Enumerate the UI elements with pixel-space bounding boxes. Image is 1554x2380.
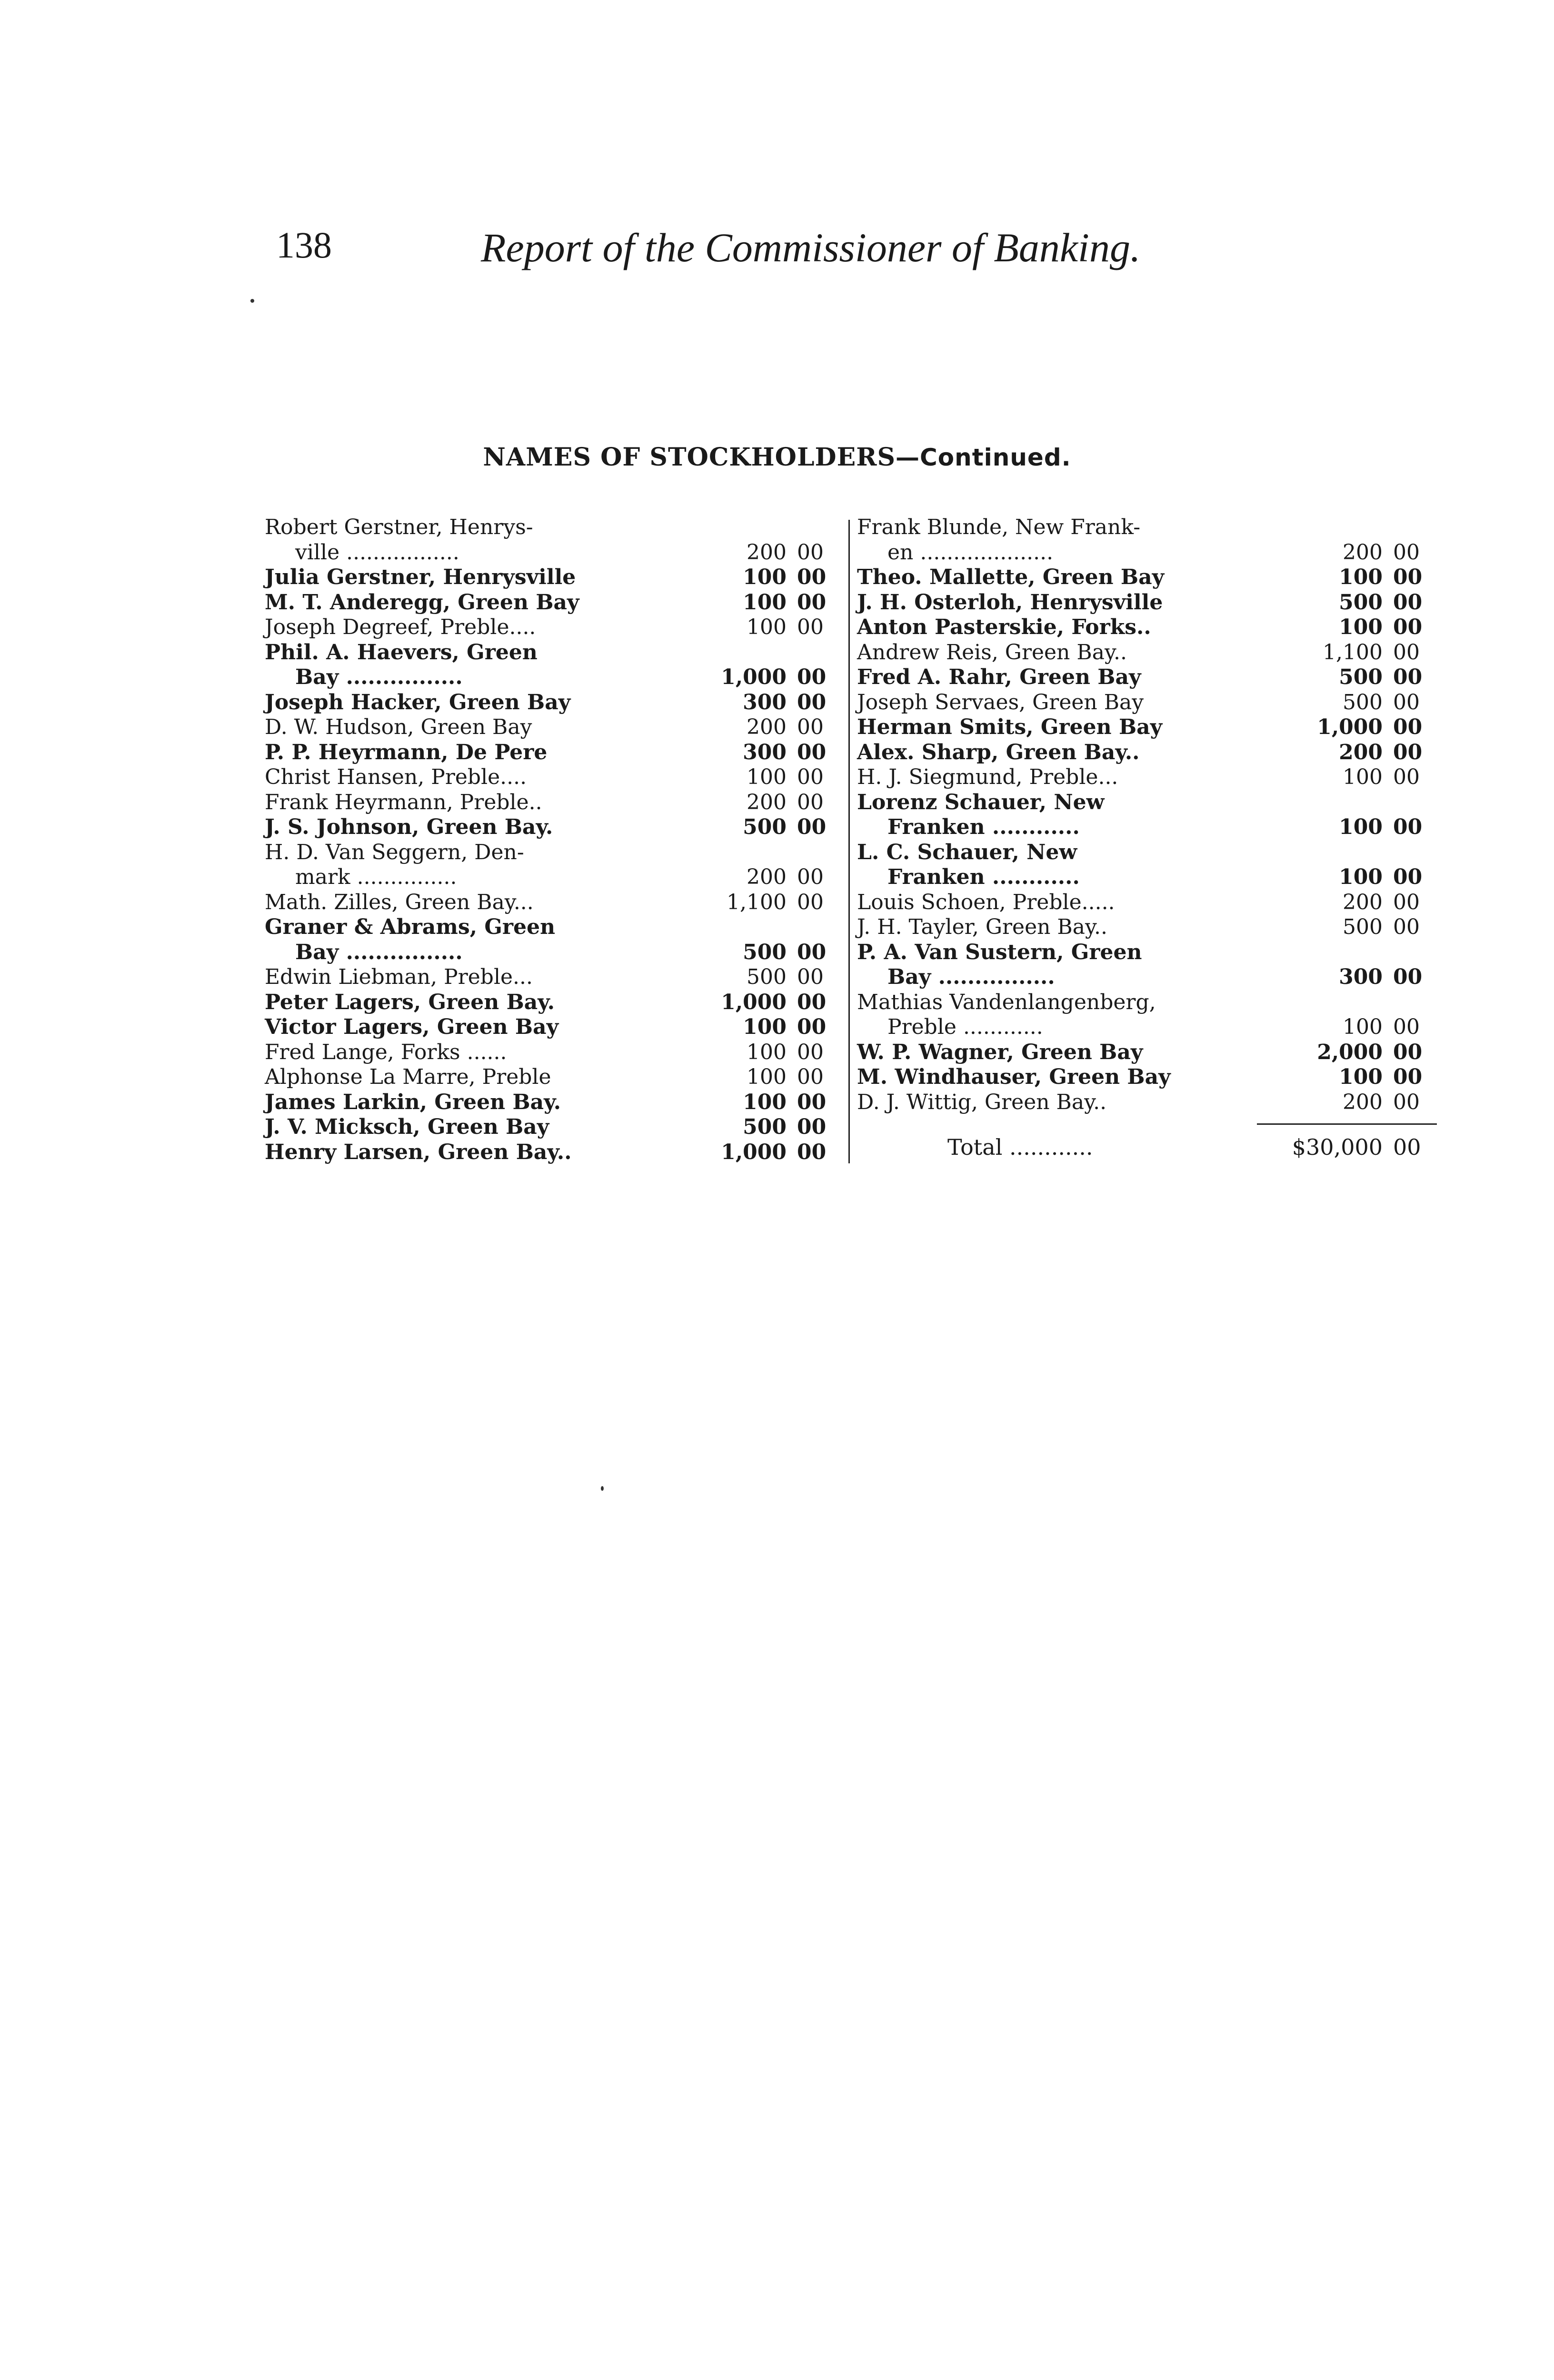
stockholder-name-line: Henry Larsen, Green Bay.. <box>265 1140 572 1164</box>
share-cents: 00 <box>1393 815 1423 839</box>
stockholder-name <box>265 915 683 965</box>
stockholder-row <box>265 1090 841 1115</box>
share-cents: 00 <box>1393 565 1423 589</box>
share-cents: 00 <box>1393 1040 1423 1064</box>
stockholder-name-line: Christ Hansen, Preble.... <box>265 765 527 789</box>
stockholder-row <box>857 590 1437 615</box>
share-cents: 00 <box>797 615 824 639</box>
stockholder-row <box>265 740 841 765</box>
stockholder-name <box>857 740 1279 765</box>
share-amount: 1,100 <box>1323 640 1383 664</box>
stockholder-name-line: Franken ............ <box>887 815 1080 839</box>
share-cents: 00 <box>1393 540 1420 565</box>
share-amount: 500 <box>743 815 787 839</box>
share-amount: 100 <box>743 1090 787 1114</box>
share-amount: 100 <box>1339 565 1383 589</box>
stockholder-name <box>857 665 1279 690</box>
stockholder-name-line: H. D. Van Seggern, Den- <box>265 840 524 864</box>
share-amount: 100 <box>743 565 787 589</box>
share-amount: 2,000 <box>1317 1040 1383 1064</box>
stockholder-name <box>265 890 683 915</box>
share-cents: 00 <box>797 690 827 714</box>
stockholder-name <box>857 690 1279 715</box>
stockholder-name-line: Bay ................ <box>887 965 1055 989</box>
stockholder-name-line: Graner & Abrams, Green <box>265 915 556 939</box>
share-amount: 500 <box>1339 590 1383 615</box>
share-amount: 300 <box>743 740 787 764</box>
stockholder-name-line: Edwin Liebman, Preble... <box>265 965 533 989</box>
stockholder-row <box>857 1065 1437 1090</box>
stockholder-row <box>265 515 841 565</box>
stockholder-name <box>857 1065 1279 1090</box>
stockholder-row <box>857 940 1437 990</box>
share-amount: 100 <box>747 615 787 639</box>
share-amount: 100 <box>747 1040 787 1064</box>
share-cents: 00 <box>797 890 824 914</box>
stockholder-name <box>857 940 1279 990</box>
stockholder-name <box>265 1065 683 1090</box>
share-amount: 100 <box>1339 815 1383 839</box>
stockholder-row <box>857 765 1437 790</box>
share-amount: 300 <box>743 690 787 714</box>
share-cents: 00 <box>797 965 824 989</box>
share-amount: 500 <box>1339 665 1383 689</box>
stockholder-row <box>265 790 841 815</box>
share-amount: 100 <box>1339 1065 1383 1089</box>
share-cents: 00 <box>797 940 827 964</box>
stockholder-row <box>265 915 841 965</box>
share-cents: 00 <box>1393 1090 1420 1114</box>
share-cents: 00 <box>1393 965 1423 989</box>
share-amount: 200 <box>747 540 787 565</box>
stockholder-name <box>265 815 683 840</box>
stockholders-right-column <box>857 515 1437 1115</box>
stockholder-name-line: J. H. Tayler, Green Bay.. <box>857 915 1107 939</box>
share-amount: 100 <box>1339 865 1383 889</box>
stockholder-name <box>265 590 683 615</box>
stockholder-name-line: Julia Gerstner, Henrysville <box>265 565 576 589</box>
stockholder-name-line: J. H. Osterloh, Henrysville <box>857 590 1163 615</box>
speck <box>601 1486 604 1491</box>
share-cents: 00 <box>797 590 827 615</box>
share-amount: 200 <box>1343 540 1383 565</box>
stockholder-name-line: H. J. Siegmund, Preble... <box>857 765 1118 789</box>
stockholder-name-line: en .................... <box>887 540 1054 565</box>
stockholder-name <box>857 915 1279 940</box>
share-amount: 500 <box>743 1115 787 1139</box>
stockholder-name <box>857 565 1279 590</box>
stockholder-row <box>265 840 841 890</box>
stockholder-row <box>265 690 841 715</box>
share-amount: 300 <box>1339 965 1383 989</box>
stockholder-name-line: Joseph Servaes, Green Bay <box>857 690 1144 714</box>
stockholder-row <box>857 690 1437 715</box>
stockholder-name <box>265 565 683 590</box>
page-header <box>276 224 1228 290</box>
stockholder-name <box>265 1140 683 1165</box>
stockholder-name-line: D. W. Hudson, Green Bay <box>265 715 532 739</box>
stockholder-row <box>265 815 841 840</box>
stockholder-row <box>265 615 841 640</box>
stockholder-name <box>265 840 683 890</box>
share-cents: 00 <box>797 815 827 839</box>
stockholder-name <box>265 615 683 640</box>
stockholder-name <box>857 765 1279 790</box>
stockholder-name-line: Phil. A. Haevers, Green <box>265 640 538 664</box>
stockholder-name-line: W. P. Wagner, Green Bay <box>857 1040 1143 1064</box>
stockholder-name <box>265 965 683 990</box>
share-amount: 500 <box>747 965 787 989</box>
share-amount: 1,000 <box>721 1140 787 1164</box>
stockholder-row <box>265 1015 841 1040</box>
stockholder-name-line: Alex. Sharp, Green Bay.. <box>857 740 1140 764</box>
stockholder-row <box>857 515 1437 565</box>
stockholder-row <box>265 965 841 990</box>
stockholder-row <box>265 565 841 590</box>
stockholder-row <box>857 890 1437 915</box>
stockholder-name-line: Bay ................ <box>295 665 463 689</box>
stockholder-row <box>857 740 1437 765</box>
share-amount: 200 <box>747 865 787 889</box>
stockholder-name-line: Frank Blunde, New Frank- <box>857 515 1141 539</box>
stockholder-row <box>857 565 1437 590</box>
share-amount: 500 <box>1343 690 1383 714</box>
stockholder-name <box>857 590 1279 615</box>
stockholder-name-line: Joseph Degreef, Preble.... <box>265 615 536 639</box>
share-amount: 1,100 <box>727 890 787 914</box>
stockholder-name <box>857 890 1279 915</box>
stockholder-name-line: D. J. Wittig, Green Bay.. <box>857 1090 1107 1114</box>
speck <box>250 299 254 303</box>
stockholder-name-line: Theo. Mallette, Green Bay <box>857 565 1165 589</box>
stockholder-name <box>857 515 1279 565</box>
stockholder-name <box>265 690 683 715</box>
share-cents: 00 <box>1393 1015 1420 1039</box>
share-cents: 00 <box>797 665 827 689</box>
share-amount: 200 <box>1343 1090 1383 1114</box>
stockholder-row <box>857 615 1437 640</box>
share-amount: 100 <box>1339 615 1383 639</box>
running-title: Report of the Commissioner of Banking. <box>481 225 1141 270</box>
stockholder-name <box>265 740 683 765</box>
stockholder-name-line: Preble ............ <box>887 1015 1043 1039</box>
stockholder-name-line: ville ................. <box>295 540 459 565</box>
stockholder-name-line: Herman Smits, Green Bay <box>857 715 1163 739</box>
stockholder-name-line: J. V. Micksch, Green Bay <box>265 1115 549 1139</box>
stockholder-name-line: James Larkin, Green Bay. <box>265 1090 561 1114</box>
stockholder-name-line: Alphonse La Marre, Preble <box>265 1065 551 1089</box>
share-amount: 100 <box>743 590 787 615</box>
share-amount: 1,000 <box>721 990 787 1014</box>
stockholder-name <box>857 715 1279 740</box>
stockholder-name <box>265 1090 683 1115</box>
stockholder-row <box>265 590 841 615</box>
share-cents: 00 <box>1393 915 1420 939</box>
total-amount: $30,000 <box>1292 1134 1383 1160</box>
stockholder-name-line: J. S. Johnson, Green Bay. <box>265 815 553 839</box>
share-cents: 00 <box>797 1090 827 1114</box>
stockholder-name-line: Peter Lagers, Green Bay. <box>265 990 555 1014</box>
share-cents: 00 <box>1393 665 1423 689</box>
stockholder-row <box>857 1040 1437 1065</box>
stockholder-name <box>265 765 683 790</box>
share-cents: 00 <box>1393 690 1420 714</box>
section-title-continued: —Continued. <box>896 444 1071 471</box>
share-amount: 1,000 <box>1317 715 1383 739</box>
stockholder-row <box>265 1140 841 1165</box>
stockholder-name <box>265 515 683 565</box>
stockholder-name-line: P. P. Heyrmann, De Pere <box>265 740 548 764</box>
column-divider <box>848 520 850 1163</box>
stockholder-row <box>265 990 841 1015</box>
share-cents: 00 <box>797 790 824 814</box>
share-cents: 00 <box>797 765 824 789</box>
stockholder-name-line: Fred A. Rahr, Green Bay <box>857 665 1141 689</box>
share-cents: 00 <box>797 540 824 565</box>
stockholder-name-line: Fred Lange, Forks ...... <box>265 1040 507 1064</box>
total-label: Total ............ <box>947 1134 1093 1160</box>
share-amount: 200 <box>747 790 787 814</box>
stockholder-row <box>265 890 841 915</box>
stockholder-name <box>857 640 1279 665</box>
stockholder-name <box>857 1040 1279 1065</box>
share-cents: 00 <box>797 1040 824 1064</box>
share-cents: 00 <box>797 1065 824 1089</box>
stockholder-name-line: Anton Pasterskie, Forks.. <box>857 615 1151 639</box>
stockholder-row <box>857 915 1437 940</box>
page-number: 138 <box>276 224 332 266</box>
section-title-main: NAMES OF STOCKHOLDERS <box>483 443 896 472</box>
share-cents: 00 <box>1393 1065 1423 1089</box>
share-amount: 200 <box>747 715 787 739</box>
stockholder-name <box>265 990 683 1015</box>
stockholder-name-line: Mathias Vandenlangenberg, <box>857 990 1156 1014</box>
stockholder-name <box>265 1015 683 1040</box>
stockholder-row <box>857 665 1437 690</box>
share-cents: 00 <box>797 715 824 739</box>
stockholder-name <box>857 615 1279 640</box>
stockholder-name-line: Joseph Hacker, Green Bay <box>265 690 571 714</box>
stockholder-row <box>857 715 1437 740</box>
stockholder-name-line: L. C. Schauer, New <box>857 840 1077 864</box>
stockholder-name <box>265 640 683 690</box>
share-cents: 00 <box>797 565 827 589</box>
stockholder-name-line: Robert Gerstner, Henrys- <box>265 515 533 539</box>
stockholder-row <box>857 1090 1437 1115</box>
stockholder-name-line: Math. Zilles, Green Bay... <box>265 890 534 914</box>
share-amount: 1,000 <box>721 665 787 689</box>
stockholder-name <box>857 990 1279 1040</box>
stockholder-name <box>265 715 683 740</box>
stockholder-row <box>857 640 1437 665</box>
share-amount: 500 <box>743 940 787 964</box>
stockholder-row <box>857 990 1437 1040</box>
stockholder-row <box>265 715 841 740</box>
share-amount: 100 <box>743 1015 787 1039</box>
stockholder-name <box>857 790 1279 840</box>
share-cents: 00 <box>797 1115 827 1139</box>
stockholder-name-line: Louis Schoen, Preble..... <box>857 890 1115 914</box>
stockholder-name-line: M. T. Anderegg, Green Bay <box>265 590 579 615</box>
stockholder-row <box>265 1115 841 1140</box>
share-cents: 00 <box>1393 740 1423 764</box>
share-cents: 00 <box>1393 715 1423 739</box>
share-amount: 100 <box>747 765 787 789</box>
share-cents: 00 <box>797 740 827 764</box>
share-amount: 100 <box>1343 765 1383 789</box>
stockholder-name-line: mark ............... <box>295 865 457 889</box>
stockholder-row <box>265 765 841 790</box>
stockholder-row <box>857 840 1437 890</box>
total-rule <box>1257 1123 1437 1125</box>
stockholder-row <box>857 790 1437 840</box>
stockholder-name <box>265 1115 683 1140</box>
stockholder-name-line: Andrew Reis, Green Bay.. <box>857 640 1127 664</box>
stockholder-name-line: Frank Heyrmann, Preble.. <box>265 790 542 814</box>
stockholder-name-line: Lorenz Schauer, New <box>857 790 1105 814</box>
share-cents: 00 <box>1393 765 1420 789</box>
stockholder-row <box>265 1065 841 1090</box>
stockholder-row <box>265 1040 841 1065</box>
stockholders-left-column <box>265 515 841 1165</box>
stockholder-name-line: Victor Lagers, Green Bay <box>265 1015 559 1039</box>
share-amount: 500 <box>1343 915 1383 939</box>
share-amount: 200 <box>1343 890 1383 914</box>
share-amount: 100 <box>1343 1015 1383 1039</box>
share-amount: 100 <box>747 1065 787 1089</box>
stockholder-name <box>857 1090 1279 1115</box>
share-cents: 00 <box>797 1015 827 1039</box>
stockholder-row <box>265 640 841 690</box>
share-cents: 00 <box>1393 640 1420 664</box>
share-cents: 00 <box>1393 865 1423 889</box>
stockholder-name <box>265 790 683 815</box>
share-cents: 00 <box>1393 890 1420 914</box>
total-cents: 00 <box>1393 1134 1421 1160</box>
share-amount: 200 <box>1339 740 1383 764</box>
share-cents: 00 <box>797 990 827 1014</box>
total-row <box>857 1134 1437 1160</box>
stockholder-name-line: P. A. Van Sustern, Green <box>857 940 1142 964</box>
share-cents: 00 <box>1393 615 1423 639</box>
share-cents: 00 <box>797 865 824 889</box>
stockholder-name-line: M. Windhauser, Green Bay <box>857 1065 1171 1089</box>
section-title <box>0 443 1554 472</box>
stockholder-name-line: Franken ............ <box>887 865 1080 889</box>
stockholder-name-line: Bay ................ <box>295 940 463 964</box>
stockholder-name <box>857 840 1279 890</box>
share-cents: 00 <box>1393 590 1423 615</box>
share-cents: 00 <box>797 1140 827 1164</box>
stockholder-name <box>265 1040 683 1065</box>
